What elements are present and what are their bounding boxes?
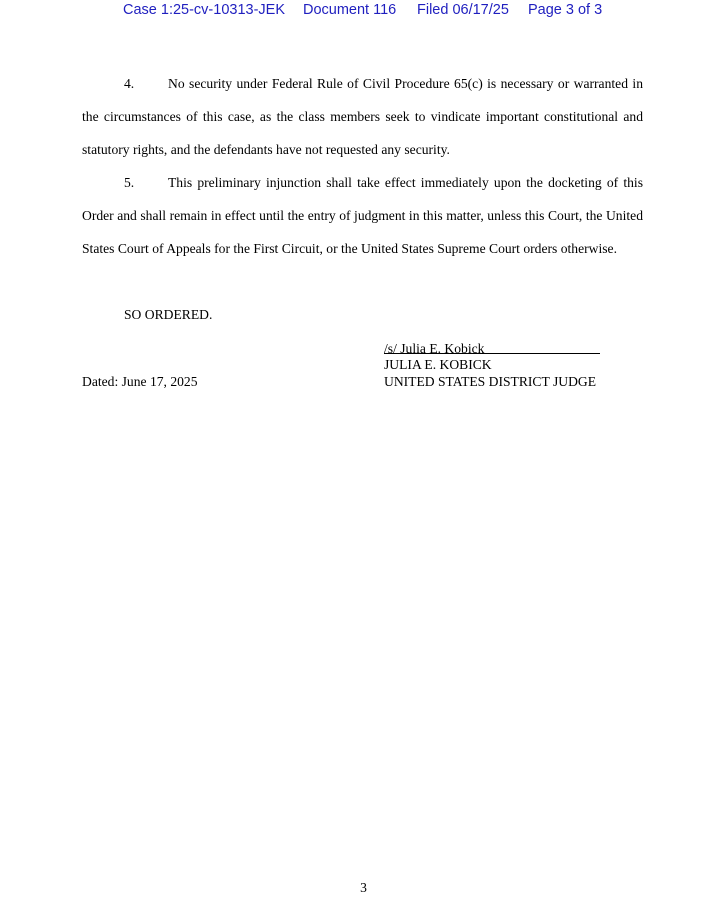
page-number: 3 [360,880,367,895]
paragraph-5 [82,166,643,265]
paragraph-4 [82,67,643,166]
so-ordered: SO ORDERED. [124,307,213,322]
signature-line [384,353,600,354]
paragraph-text: This preliminary injunction shall take effect immediately upon the docketing of this Order and shall remain in effect until the entry of judgment in this matter, unless this Court, the United States Court of Appeals for the First Circuit, or the United States Supreme Court orders otherwise. [82,175,643,256]
judge-title: UNITED STATES DISTRICT JUDGE [384,374,597,389]
header-case-number: Case 1:25-cv-10313-JEK [123,2,285,18]
header-page-count: Page 3 of 3 [528,2,603,18]
signature: /s/ Julia E. Kobick [384,341,485,356]
judge-name: JULIA E. KOBICK [384,357,492,372]
header-filed-date: Filed 06/17/25 [417,2,509,18]
paragraph-number: 4. [124,76,135,91]
paragraph-number: 5. [124,175,135,190]
header-document-number: Document 116 [303,2,397,18]
dated-line: Dated: June 17, 2025 [82,374,198,389]
paragraph-text: No security under Federal Rule of Civil Procedure 65(c) is necessary or warranted in the circumstances of this case, as the class members seek to vindicate important constitutional and statutory rights, and the defendants have not requested any security. [82,76,643,157]
docket-header [0,2,727,22]
